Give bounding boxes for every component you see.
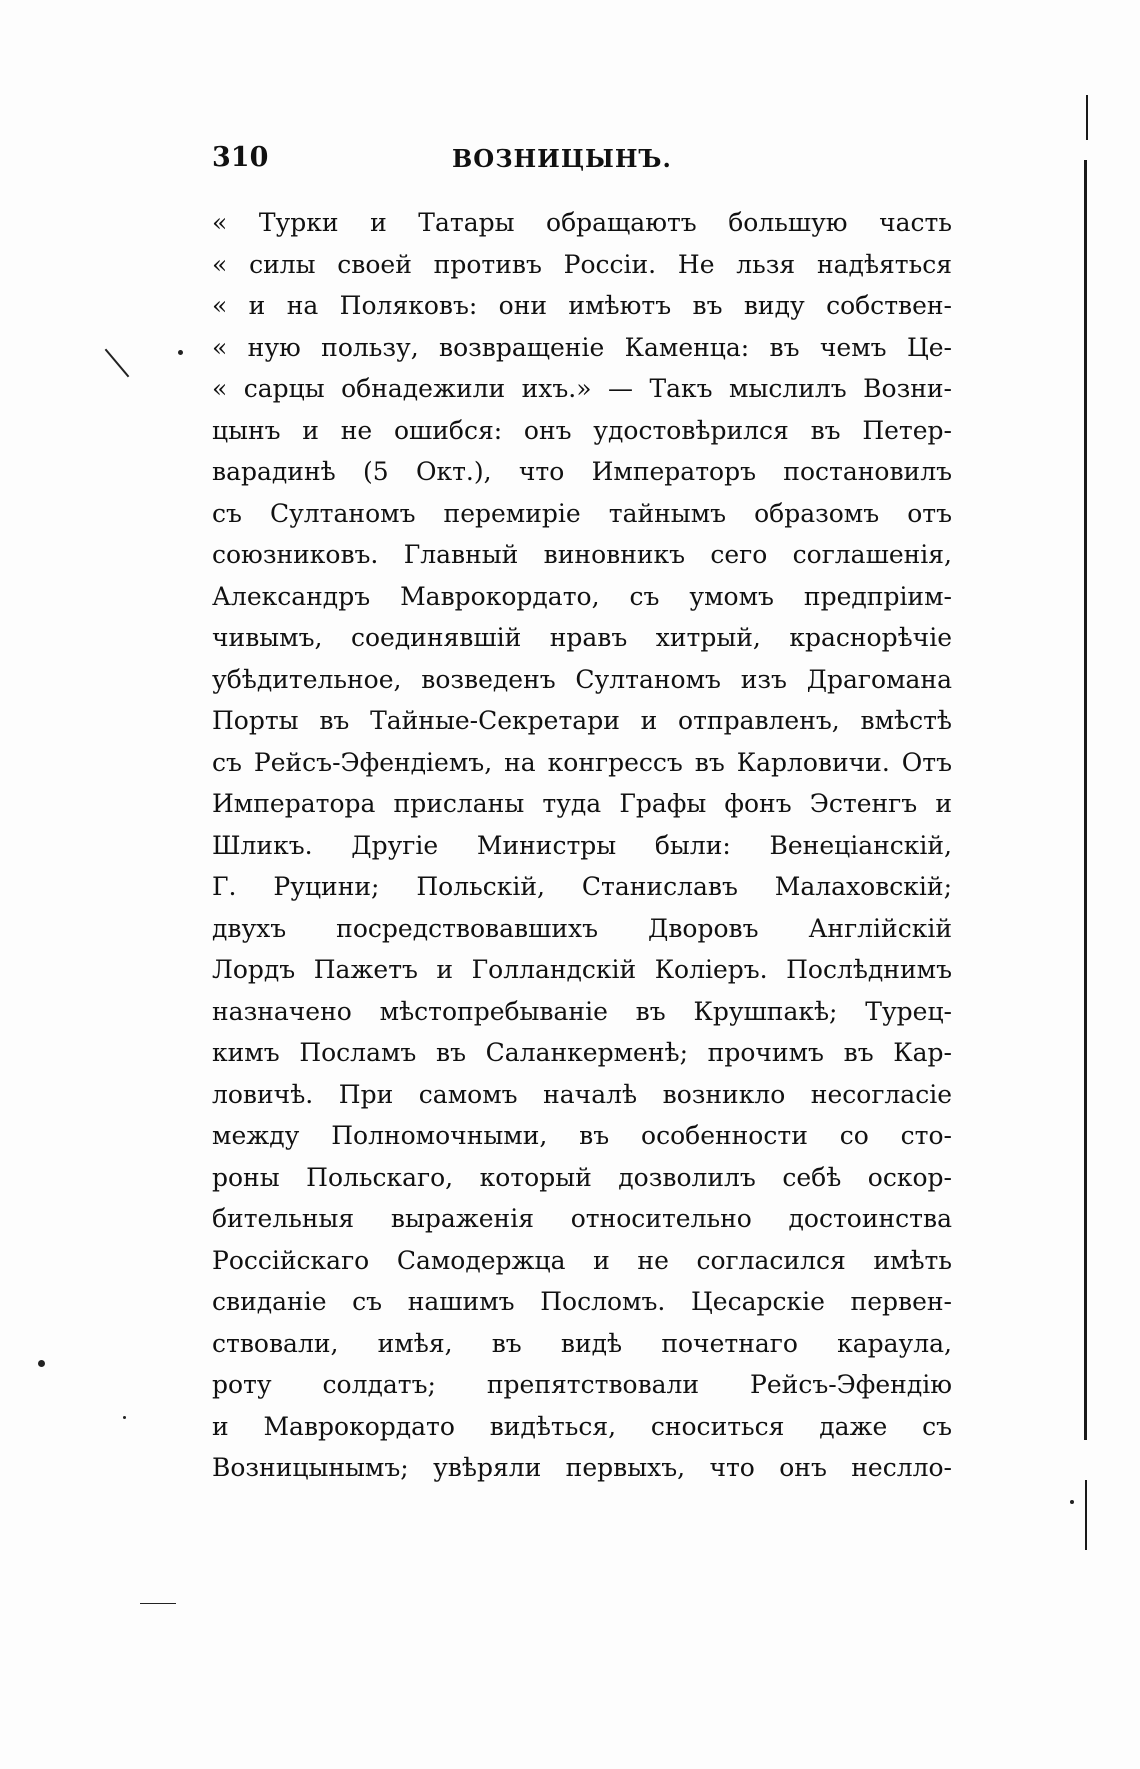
text-line: между Полномочными, въ особенности со сто-	[212, 1121, 952, 1150]
text-line: роту солдатъ; препятствовали Рейсъ-Эфендію	[212, 1370, 952, 1399]
text-line: свиданіе съ нашимъ Посломъ. Цесарскіе первен-	[212, 1287, 952, 1316]
text-line: двухъ посредствовавшихъ Дворовъ Англійскій	[212, 913, 952, 943]
text-line: « силы своей противъ Россіи. Не льзя надѣяться	[212, 249, 952, 279]
text-line: кимъ Посламъ въ Саланкерменѣ; прочимъ въ Кар-	[212, 1038, 952, 1067]
text-line: Лордъ Пажетъ и Голландскій Коліеръ. Послѣднимъ	[212, 955, 952, 984]
text-line: союзниковъ. Главный виновникъ сего соглашенія,	[212, 540, 952, 569]
text-line: съ Рейсъ-Эфендіемъ, на конгрессъ въ Карловичи. Отъ	[212, 747, 952, 777]
text-line: цынъ и не ошибся: онъ удостовѣрился въ Петер-	[212, 415, 952, 445]
body-text	[212, 202, 952, 1489]
text-line: Императора присланы туда Графы фонъ Эстенгъ и	[212, 789, 952, 818]
page-number: 310	[212, 142, 269, 173]
text-line: Возницынымъ; увѣряли первыхъ, что онъ неслло-	[212, 1453, 952, 1482]
text-line: съ Султаномъ перемиріе тайнымъ образомъ отъ	[212, 498, 952, 528]
scan-edge-mark	[1086, 95, 1088, 140]
scan-speck	[140, 1603, 176, 1604]
text-line: Александръ Маврокордато, съ умомъ предпріим-	[212, 581, 952, 611]
text-line: чивымъ, соединявшій нравъ хитрый, краснорѣчіе	[212, 623, 952, 652]
scan-speck	[105, 349, 130, 378]
text-line: ловичѣ. При самомъ началѣ возникло несогласіе	[212, 1079, 952, 1109]
scan-speck	[38, 1360, 45, 1367]
text-line: « Турки и Татары обращаютъ большую часть	[212, 208, 952, 237]
page-header	[212, 142, 962, 182]
text-line: « сарцы обнадежили ихъ.» — Такъ мыслилъ Возни-	[212, 374, 952, 403]
text-line: Шликъ. Другіе Министры были: Венеціанскій,	[212, 830, 952, 860]
text-line: и Маврокордато видѣться, сноситься даже съ	[212, 1411, 952, 1441]
text-line: бительныя выраженія относительно достоинства	[212, 1204, 952, 1233]
scan-speck	[178, 350, 183, 355]
text-line: роны Польскаго, который дозволилъ себѣ оскор-	[212, 1162, 952, 1192]
text-line: Г. Руцини; Польскій, Станиславъ Малаховскій;	[212, 872, 952, 901]
scan-edge-mark	[1084, 160, 1087, 1440]
text-line: назначено мѣстопребываніе въ Крушпакѣ; Турец-	[212, 996, 952, 1026]
running-head: ВОЗНИЦЫНЪ.	[452, 144, 672, 173]
scan-speck	[1070, 1500, 1074, 1504]
text-line: « ную пользу, возвращеніе Каменца: въ чемъ Це-	[212, 332, 952, 362]
scan-speck	[123, 1416, 126, 1419]
text-line: Порты въ Тайные-Секретари и отправленъ, вмѣстѣ	[212, 706, 952, 735]
text-line: « и на Поляковъ: они имѣютъ въ виду собствен-	[212, 291, 952, 320]
text-line: ствовали, имѣя, въ видѣ почетнаго караула,	[212, 1328, 952, 1358]
text-line: Россійскаго Самодержца и не согласился имѣть	[212, 1245, 952, 1275]
text-line: варадинѣ (5 Окт.), что Императоръ постановилъ	[212, 457, 952, 486]
scan-edge-mark	[1085, 1480, 1087, 1550]
text-line: убѣдительное, возведенъ Султаномъ изъ Драгомана	[212, 664, 952, 694]
